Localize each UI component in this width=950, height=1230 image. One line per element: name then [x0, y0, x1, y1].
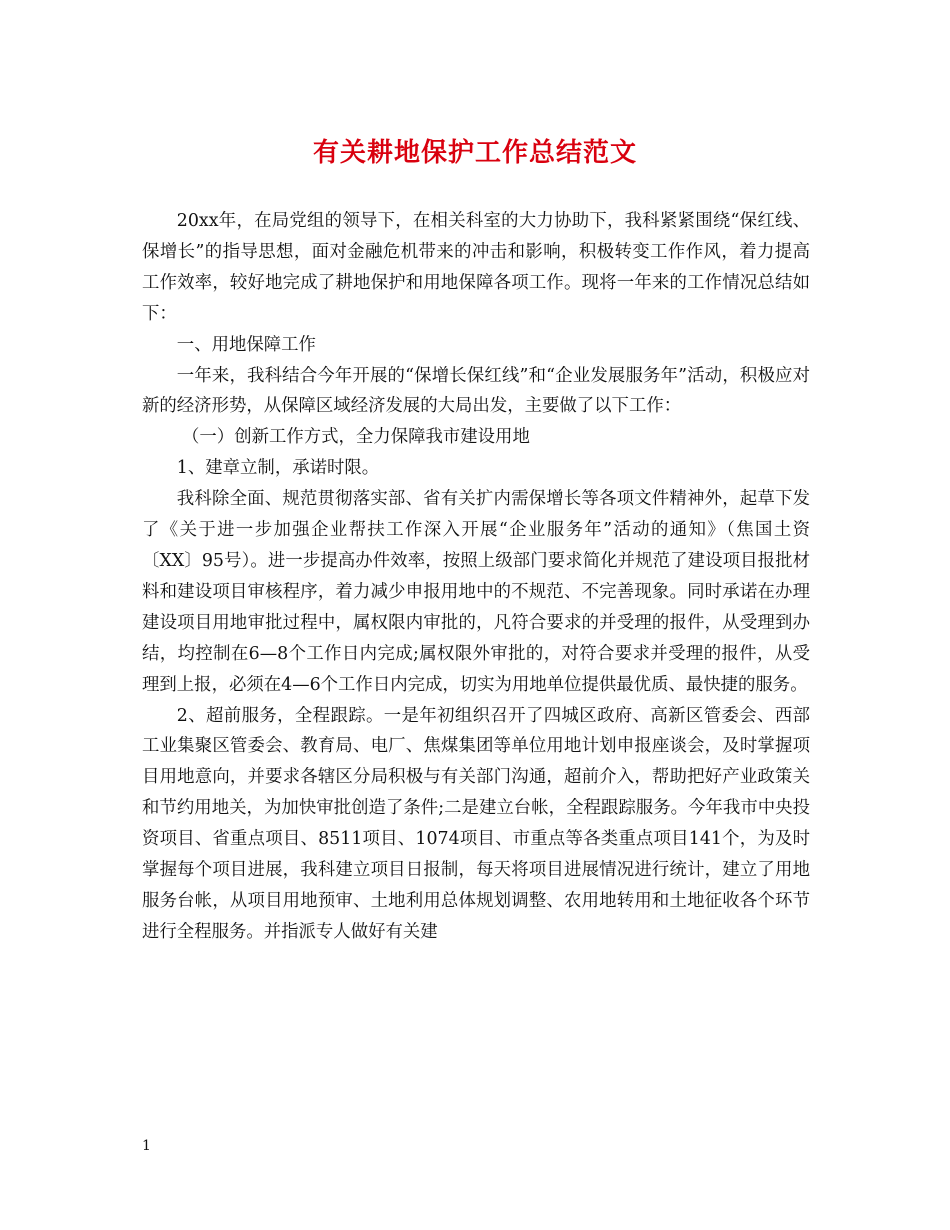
- paragraph-intro: 20xx年，在局党组的领导下，在相关科室的大力协助下，我科紧紧围绕“保红线、保增长”的指导思想，面对金融危机带来的冲击和影响，积极转变工作作风，着力提高工作效率，较好地完成了耕地保护和用地保障各项工作。现将一年来的工作情况总结如下：: [142, 211, 810, 324]
- section-heading-1: 一、用地保障工作: [176, 334, 316, 355]
- page-number: 1: [142, 1138, 151, 1154]
- document-body: [142, 206, 810, 948]
- subsection-heading-1: （一）创新工作方式，全力保障我市建设用地: [182, 427, 530, 448]
- paragraph-item-2: 2、超前服务，全程跟踪。一是年初组织召开了四城区政府、高新区管委会、西部工业集聚区管委会、教育局、电厂、焦煤集团等单位用地计划申报座谈会，及时掌握项目用地意向，并要求各辖区分局积极与有关部门沟通，超前介入，帮助把好产业政策关和节约用地关，为加快审批创造了条件;二是建立台帐，全程跟踪服务。今年我市中央投资项目、省重点项目、8511项目、1074项目、市重点等各类重点项目141个，为及时掌握每个项目进展，我科建立项目日报制，每天将项目进展情况进行统计，建立了用地服务台帐，从项目用地预审、土地利用总体规划调整、农用地转用和土地征收各个环节进行全程服务。并指派专人做好有关建: [142, 705, 810, 942]
- document-title: 有关耕地保护工作总结范文: [312, 138, 637, 168]
- item-heading-1: 1、建章立制，承诺时限。: [176, 458, 380, 479]
- paragraph-item-1: 我科除全面、规范贯彻落实部、省有关扩内需保增长等各项文件精神外，起草下发了《关于进一步加强企业帮扶工作深入开展“企业服务年”活动的通知》（焦国土资〔XX〕95号）。进一步提高办件效率，按照上级部门要求简化并规范了建设项目报批材料和建设项目审核程序，着力减少申报用地中的不规范、不完善现象。同时承诺在办理建设项目用地审批过程中，属权限内审批的，凡符合要求的并受理的报件，从受理到办结，均控制在6—8个工作日内完成;属权限外审批的，对符合要求并受理的报件，从受理到上报，必须在4—6个工作日内完成，切实为用地单位提供最优质、最快捷的服务。: [142, 489, 810, 695]
- paragraph-overview: 一年来，我科结合今年开展的“保增长保红线”和“企业发展服务年”活动，积极应对新的经济形势，从保障区域经济发展的大局出发，主要做了以下工作：: [142, 365, 810, 417]
